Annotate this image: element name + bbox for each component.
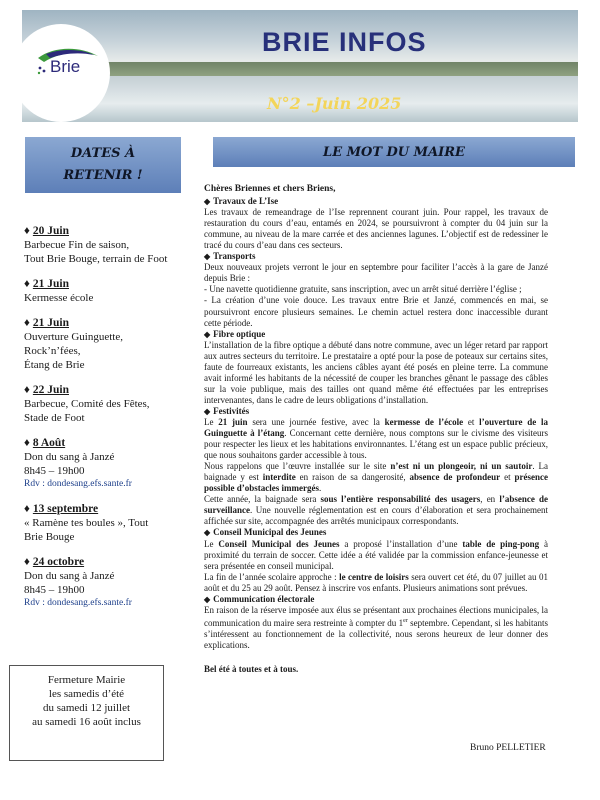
logo-text: Brie bbox=[50, 57, 81, 76]
editorial-header: LE MOT DU MAIRE bbox=[323, 144, 465, 160]
bullet-icon: ◆ bbox=[204, 329, 211, 339]
date-item bbox=[24, 316, 204, 372]
event-description: Barbecue, Comité des Fêtes, bbox=[24, 398, 150, 410]
paragraph-transports-path: - La création d’une voie douce. Les travaux entre Brie et Janzé, commencés en mai, se poursuivront encore plusieurs semaines. Le chemin actuel restera donc inaccessible durant cette période. bbox=[204, 295, 548, 328]
date-item bbox=[24, 224, 204, 266]
event-description: 8h45 – 19h00 bbox=[24, 465, 85, 477]
paragraph-festivites-1: Le 21 juin sera une journée festive, avec la kermesse de l’école et l’ouverture de la Guinguette à l’étang. Concernant cette dernière, nous comptons sur le civisme des visiteurs pour respecter les lieux et les habitations environnantes. L’étang est un espace public précieux, que nous souhaitons garder accessible à tous. bbox=[204, 416, 548, 461]
dates-header: DATES À RETENIR ! bbox=[63, 146, 143, 183]
paragraph-fibre: L’installation de la fibre optique a débuté dans notre commune, avec un léger retard par rapport aux autres secteurs du territoire. Le prestataire a opté pour la pose de poteaux sur certains sites, faute de fourreaux existants, les anciens câbles ayant été posés en pleine terre. La commune avait informé les habitants de la nécessité de couper les branches gênant le passage des câbles sur la voie publique, mais des tailles ont quand même été effectuées par les entreprises intervenantes, dans le cadre de leurs obligations d’installation. bbox=[204, 339, 548, 405]
diamond-bullet-icon: ♦ bbox=[24, 278, 30, 290]
section-heading-communication: ◆ Communication électorale bbox=[204, 593, 315, 604]
event-description: Brie Bouge bbox=[24, 531, 75, 543]
event-description: Rock’n’fées, bbox=[24, 345, 81, 357]
paragraph-transports-intro: Deux nouveaux projets verront le jour en septembre pour faciliter l’accès à la gare de Janzé depuis Brie : bbox=[204, 262, 548, 284]
section-heading-cmj: ◆ Conseil Municipal des Jeunes bbox=[204, 527, 327, 538]
editorial-header-box bbox=[213, 137, 575, 167]
date-item bbox=[24, 383, 204, 425]
newsletter-title: BRIE INFOS bbox=[262, 27, 427, 57]
section-heading-festivites: ◆ Festivités bbox=[204, 405, 250, 416]
diamond-bullet-icon: ♦ bbox=[24, 384, 30, 396]
bullet-icon: ◆ bbox=[204, 406, 211, 416]
paragraph-cmj-1: Le Conseil Municipal des Jeunes a proposé l’installation d’une table de ping-pong à proximité du terrain de soccer. Cette idée a été validée par la commission enfance-jeunesse et sera présentée en conseil municipal. bbox=[204, 538, 548, 571]
date-item bbox=[24, 555, 204, 610]
date-item bbox=[24, 502, 204, 544]
diamond-bullet-icon: ♦ bbox=[24, 437, 30, 449]
event-description: Tout Brie Bouge, terrain de Foot bbox=[24, 253, 168, 265]
greeting: Chères Briennes et chers Briens, bbox=[204, 184, 336, 194]
appointment-link[interactable]: Rdv : dondesang.efs.sante.fr bbox=[24, 598, 132, 608]
paragraph-festivites-2: Nous rappelons que l’œuvre installée sur le site n’est ni un plongeoir, ni un sautoir. La baignade y est interdite en raison de sa dangerosité, absence de profondeur et présence possible d’obstacles immergés. bbox=[204, 461, 549, 494]
date-heading: ♦ 13 septembre bbox=[24, 503, 99, 515]
dates-list bbox=[24, 224, 204, 621]
section-heading-transports: ◆ Transports bbox=[204, 251, 256, 262]
mayor-signature: Bruno PELLETIER bbox=[470, 743, 546, 753]
paragraph-travaux: Les travaux de remeandrage de l’Ise reprennent courant juin. Pour rappel, les travaux de restauration du cours d’eau, entamés en 2024, se poursuivront à compter du 04 juin sur la commune, au niveau de la mare carrée et des anciennes lagunes. L’objectif est de redessiner le tracé du cours d’eau dans ces secteurs. bbox=[204, 207, 548, 251]
appointment-link[interactable]: Rdv : dondesang.efs.sante.fr bbox=[24, 479, 132, 489]
bullet-icon: ◆ bbox=[204, 594, 211, 604]
paragraph-festivites-3: Cette année, la baignade sera sous l’entière responsabilité des usagers, en l’absence de surveillance. Une nouvelle réglementation est en cours d’élaboration et sera prochainement affichée sur site, accompagnée des arrêtés municipaux correspondants. bbox=[204, 494, 548, 527]
section-heading-travaux: ◆ Travaux de L’Ise bbox=[204, 196, 279, 207]
issue-number: N°2 –Juin 2025 bbox=[267, 94, 402, 113]
event-description: Kermesse école bbox=[24, 292, 94, 304]
town-hall-closure-box: Fermeture Mairie les samedis d’été du samedi 12 juillet au samedi 16 août inclus bbox=[9, 665, 164, 761]
closing-line: Bel été à toutes et à tous. bbox=[204, 663, 299, 674]
diamond-bullet-icon: ♦ bbox=[24, 317, 30, 329]
diamond-bullet-icon: ♦ bbox=[24, 225, 30, 237]
date-heading: ♦ 8 Août bbox=[24, 437, 66, 449]
event-description: Ouverture Guinguette, bbox=[24, 331, 123, 343]
event-description: Don du sang à Janzé bbox=[24, 451, 115, 463]
event-description: Stade de Foot bbox=[24, 412, 85, 424]
section-heading-fibre: ◆ Fibre optique bbox=[204, 328, 266, 339]
date-item bbox=[24, 436, 204, 491]
date-heading: ♦ 20 Juin bbox=[24, 225, 69, 237]
paragraph-transports-shuttle: - Une navette quotidienne gratuite, sans inscription, avec un arrêt situé derrière l’église ; bbox=[204, 284, 522, 295]
date-heading: ♦ 22 Juin bbox=[24, 384, 69, 396]
event-description: Étang de Brie bbox=[24, 359, 85, 371]
event-description: « Ramène tes boules », Tout bbox=[24, 517, 149, 529]
bullet-icon: ◆ bbox=[204, 528, 211, 538]
date-heading: ♦ 21 Juin bbox=[24, 317, 69, 329]
paragraph-communication: En raison de la réserve imposée aux élus se présentant aux prochaines élections municipales, la communication du maire sera restreinte à compter du 1er septembre. Cependant, si les habitants s’intéressent au fonctionnement de la collectivité, nous serons heureux de leur donner des explications. bbox=[204, 604, 548, 650]
bullet-icon: ◆ bbox=[204, 252, 211, 262]
diamond-bullet-icon: ♦ bbox=[24, 503, 30, 515]
date-heading: ♦ 21 Juin bbox=[24, 278, 69, 290]
editorial-body bbox=[204, 184, 548, 675]
bullet-icon: ◆ bbox=[204, 197, 211, 207]
diamond-bullet-icon: ♦ bbox=[24, 556, 30, 568]
event-description: Don du sang à Janzé bbox=[24, 570, 115, 582]
event-description: Barbecue Fin de saison, bbox=[24, 239, 130, 251]
event-description: 8h45 – 19h00 bbox=[24, 584, 85, 596]
dates-header-box bbox=[25, 137, 181, 193]
paragraph-cmj-2: La fin de l’année scolaire approche : le centre de loisirs sera ouvert cet été, du 07 juillet au 01 août et du 25 au 29 août. Pensez à inscrire vos enfants. Plusieurs animations sont prévues. bbox=[204, 571, 548, 593]
date-heading: ♦ 24 octobre bbox=[24, 556, 85, 568]
date-item bbox=[24, 277, 204, 305]
